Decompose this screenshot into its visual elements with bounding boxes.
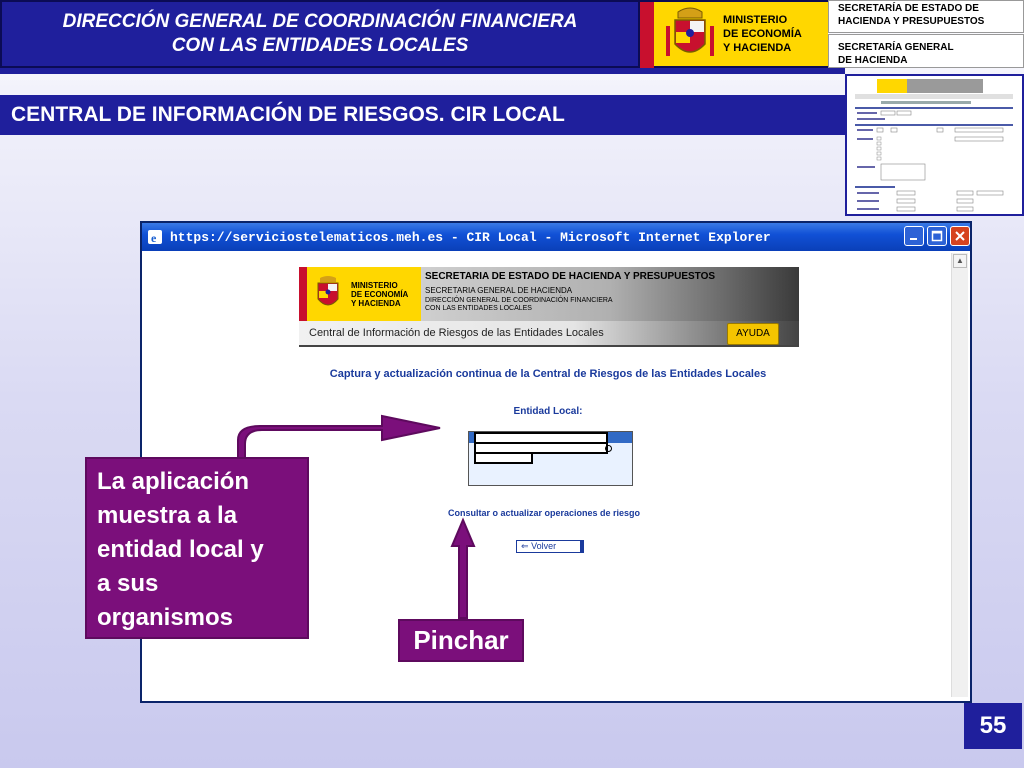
header-divider (0, 68, 845, 74)
explanation-line5: organismos (97, 604, 234, 631)
site-flag-stripe (299, 267, 307, 321)
consultar-link[interactable]: Consultar o actualizar operaciones de riesgo (448, 508, 641, 518)
entidad-listbox[interactable] (468, 431, 633, 486)
slide-title: CENTRAL DE INFORMACIÓN DE RIESGOS. CIR LOCAL (0, 95, 845, 135)
explanation-callout (85, 457, 309, 639)
secretary1-line2: HACIENDA Y PRESUPUESTOS (838, 16, 985, 27)
internet-explorer-icon (148, 230, 162, 244)
back-arrow-icon: ⇐ (521, 541, 529, 551)
entidad-label: Entidad Local: (513, 406, 583, 417)
explanation-line4: a sus (97, 570, 159, 597)
ministry-line3: Y HACIENDA (723, 42, 792, 54)
secretary2-line2: DE HACIENDA (838, 55, 908, 66)
site-coat-of-arms-icon (311, 275, 345, 313)
ministry-line2: DE ECONOMÍA (723, 28, 802, 40)
site-secretariat-block (421, 267, 799, 321)
explanation-line1: La aplicación (97, 468, 250, 495)
directorate-line1: DIRECCIÓN GENERAL DE COORDINACIÓN FINANCIERA (62, 11, 578, 32)
minimize-button[interactable] (904, 226, 924, 246)
ministry-logo (640, 0, 828, 68)
explanation-line3: entidad local y (97, 536, 264, 563)
ministry-line1: MINISTERIO (723, 14, 788, 26)
volver-button[interactable] (516, 540, 584, 553)
minimize-icon (908, 230, 920, 242)
site-ministry-line2: DE ECONOMÍA (351, 290, 409, 299)
browser-titlebar[interactable] (142, 223, 970, 251)
general-secretary-label (828, 34, 1024, 68)
volver-label: Volver (531, 541, 557, 551)
listbox-marker (605, 445, 612, 452)
site-banner (299, 267, 799, 347)
page-number: 55 (964, 703, 1022, 749)
pinchar-callout: Pinchar (398, 619, 524, 662)
help-button[interactable]: AYUDA (727, 323, 779, 345)
coat-of-arms-icon (662, 6, 718, 64)
form-thumbnail (845, 74, 1024, 216)
browser-window-title: https://serviciostelematicos.meh.es - CIR Local - Microsoft Internet Explorer (170, 229, 771, 245)
secretary1-line1: SECRETARÍA DE ESTADO DE (838, 3, 979, 14)
close-button[interactable] (950, 226, 970, 246)
site-general-label: SECRETARIA GENERAL DE HACIENDA (425, 286, 573, 295)
redacted-organism-name-short (474, 452, 533, 464)
site-central-title: Central de Información de Riesgos de las Entidades Locales (309, 327, 604, 339)
site-directorate-line2: CON LAS ENTIDADES LOCALES (425, 305, 532, 312)
directorate-header (0, 0, 640, 68)
flag-stripe (640, 2, 654, 68)
site-ministry-logo (299, 267, 421, 321)
site-title-strip (299, 321, 799, 347)
site-ministry-name (351, 281, 408, 308)
directorate-line2: CON LAS ENTIDADES LOCALES (171, 35, 469, 56)
secretary2-line1: SECRETARÍA GENERAL (838, 42, 954, 53)
secretary-of-state-label (828, 0, 1024, 33)
maximize-button[interactable] (927, 226, 947, 246)
form-thumbnail-image (847, 76, 1022, 214)
maximize-icon (931, 230, 943, 242)
site-directorate-label (425, 297, 645, 313)
close-icon (954, 230, 966, 242)
vertical-scrollbar[interactable] (951, 253, 968, 697)
ministry-name (723, 13, 827, 55)
site-directorate-line1: DIRECCIÓN GENERAL DE COORDINACIÓN FINANCIERA (425, 297, 613, 304)
page-subtitle: Captura y actualización continua de la Central de Riesgos de las Entidades Locales (329, 368, 767, 380)
scroll-up-icon[interactable]: ▲ (953, 254, 967, 268)
site-secretary-label: SECRETARIA DE ESTADO DE HACIENDA Y PRESUPUESTOS (425, 271, 716, 282)
svg-text:e: e (151, 231, 157, 244)
explanation-line2: muestra a la (97, 502, 238, 529)
site-ministry-line1: MINISTERIO (351, 281, 398, 290)
site-ministry-line3: Y HACIENDA (351, 299, 401, 308)
